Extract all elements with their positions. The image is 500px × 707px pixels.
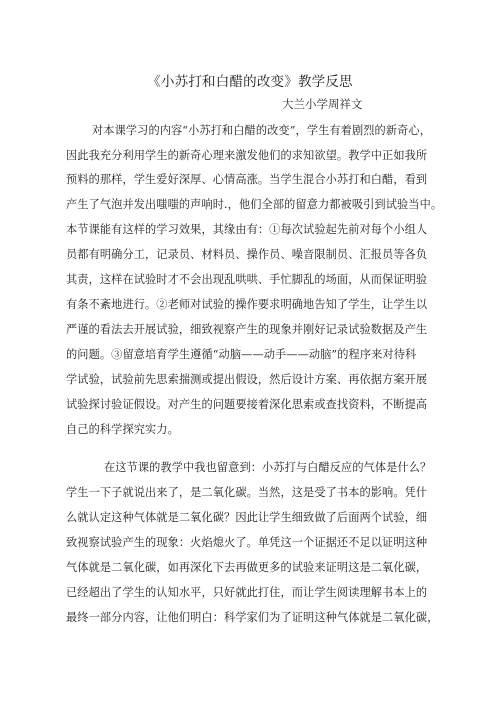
paragraph-2-line: 在这节课的教学中我也留意到：小苏打与白醋反应的气体是什么？	[104, 461, 432, 474]
paragraph-1-line: 其责，这样在试验时才不会出现乱哄哄、手忙脚乱的场面，从而保证明验	[66, 273, 428, 286]
paragraph-2-line: 已经超出了学生的认知水平，只好就此打住，而让学生阅读理解书本上的	[66, 586, 428, 599]
paragraph-2-line: 气体就是二氧化碳，如再深化下去再做更多的试验来证明这是二氧化碳，	[66, 561, 428, 574]
paragraph-1-line: 严谨的看法去开展试验，细致视察产生的现象并刚好记录试验数据及产生	[66, 323, 428, 336]
paragraph-1-line: 有条不紊地进行。②老师对试验的操作要求明确地告知了学生，让学生以	[66, 298, 428, 311]
paragraph-1-line: 学试验，试验前先思索揣测或提出假设，然后设计方案、再依据方案开展	[66, 373, 428, 386]
paragraph-2-line: 致视察试验产生的现象：火焰熄火了。单凭这一个证据还不足以证明这种	[66, 536, 428, 549]
paragraph-1-line: 产生了气泡并发出嗤嗤的声响时.，他们全部的留意力都被吸引到试验当中。	[66, 198, 443, 211]
paragraph-1-line: 试验探讨验证假设。对产生的问题要接着深化思索或查找资料，不断提高	[66, 398, 428, 411]
paragraph-1-line: 本节课能有这样的学习效果，其缘由有：①每次试验起先前对每个小组人	[66, 223, 428, 236]
document-title: 《小苏打和白醋的改变》教学反思	[147, 74, 353, 90]
paragraph-2-line: 学生一下子就说出来了，是二氧化碳。当然，这是受了书本的影响。凭什	[66, 486, 428, 499]
paragraph-2-line: 最终一部分内容，让他们明白：科学家们为了证明这种气体就是二氧化碳，	[66, 611, 439, 624]
paragraph-2-line: 么就认定这种气体就是二氧化碳？因此让学生细致做了后面两个试验，细	[66, 511, 428, 524]
paragraph-1-line: 的问题。③留意培育学生遵循“动脑——动手——动脑”的程序来对待科	[66, 348, 417, 361]
paragraph-1-line: 自己的科学探究实力。	[66, 423, 179, 436]
paragraph-1-line: 预料的那样，学生爱好深厚、心情高涨。当学生混合小苏打和白醋，看到	[66, 173, 428, 186]
paragraph-1-line: 因此我充分利用学生的新奇心理来激发他们的求知欲望。教学中正如我所	[66, 149, 428, 162]
paragraph-1-line: 员都有明确分工，记录员、材料员、操作员、噪音限制员、汇报员等各负	[66, 248, 428, 261]
paragraph-1-line: 对本课学习的内容“小苏打和白醋的改变”，学生有着剧烈的新奇心，	[92, 124, 431, 137]
document-author: 大兰小学周祥文	[282, 97, 363, 111]
